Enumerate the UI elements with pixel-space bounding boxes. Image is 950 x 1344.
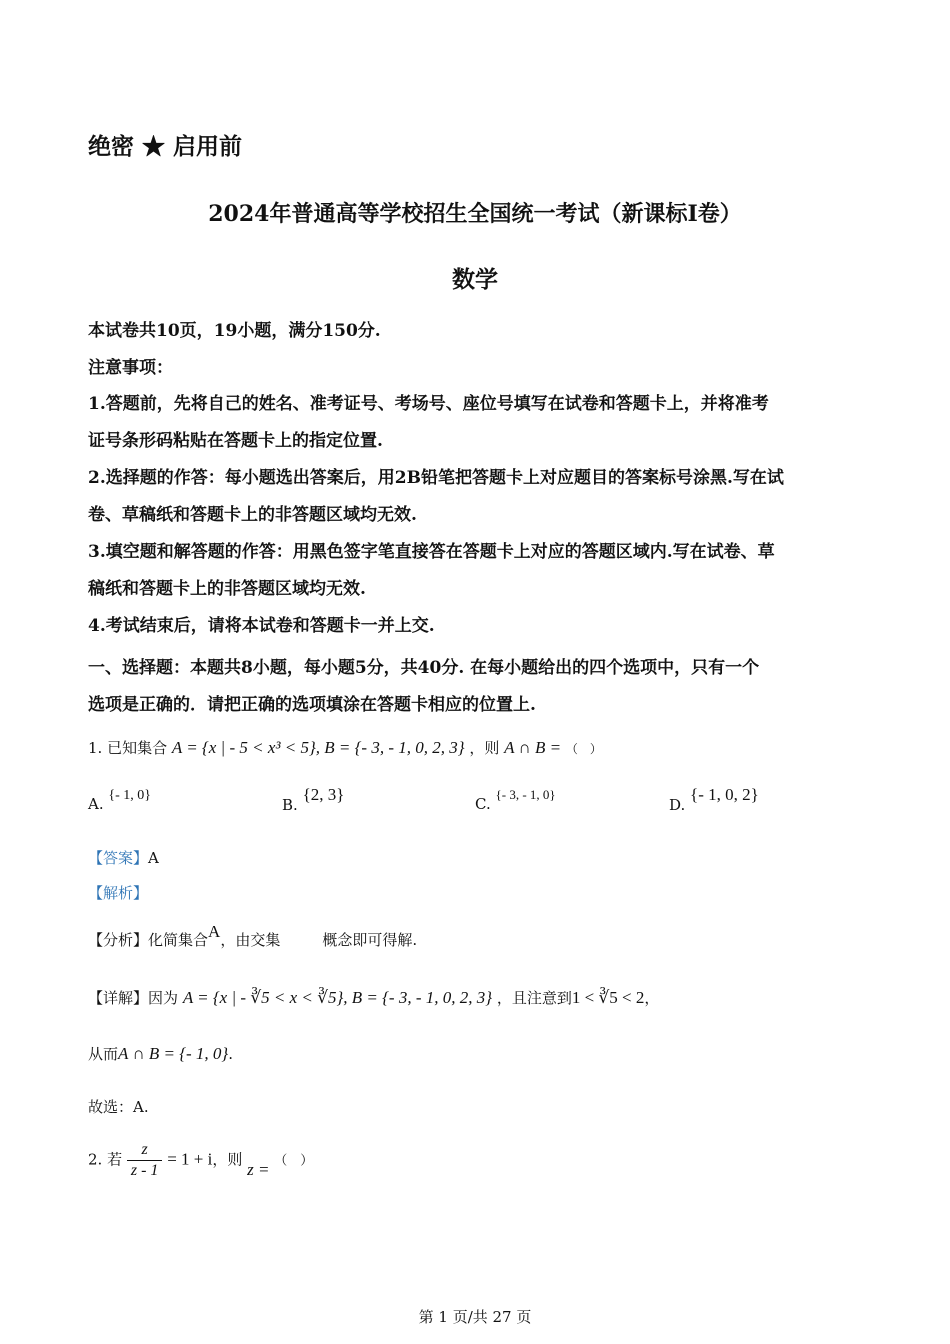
fenxi-tag: 【分析】 xyxy=(88,931,149,949)
q2-frac-num: z xyxy=(127,1140,163,1161)
thus-end: . xyxy=(228,1045,234,1063)
option-label: D. xyxy=(669,796,686,814)
option-value: {- 1, 0, 2} xyxy=(690,785,759,804)
thus-expr: A ∩ B = {- 1, 0} xyxy=(118,1044,229,1063)
option-label: C. xyxy=(475,795,491,813)
thus-text: 从而 xyxy=(88,1045,119,1063)
detail-tag: 【详解】 xyxy=(88,989,149,1007)
notice-title: 注意事项： xyxy=(88,358,173,378)
detail-text-3: ， xyxy=(644,989,660,1007)
option-label: A. xyxy=(88,795,104,813)
detail-text-2: ，且注意到 xyxy=(496,989,572,1007)
q2-fraction xyxy=(127,1140,163,1181)
detail-set-b: , B = {- 3, - 1, 0, 2, 3} xyxy=(343,988,493,1007)
option-b xyxy=(282,785,345,814)
notice-4: 4.考试结束后，请将本试卷和答题卡一并上交. xyxy=(88,616,435,636)
option-c xyxy=(475,785,556,813)
q1-set-b: , B = {- 3, - 1, 0, 2, 3} xyxy=(315,738,465,757)
section-heading-1: 一、选择题：本题共8小题，每小题5分，共40分. 在每小题给出的四个选项中，只有一个 xyxy=(88,658,760,678)
exam-title: 2024年普通高等学校招生全国统一考试（新课标I卷） xyxy=(208,201,742,227)
q1-set-a: A = {x | - 5 < x³ < 5} xyxy=(171,738,316,757)
q2-mid: ，则 xyxy=(212,1150,243,1169)
q2-rhs: = 1 + i xyxy=(167,1149,213,1169)
analysis-tag: 【解析】 xyxy=(88,884,149,902)
notice-3b: 稿纸和答题卡上的非答题区域均无效. xyxy=(88,579,366,599)
notice-1a: 1.答题前，先将自己的姓名、准考证号、考场号、座位号填写在试卷和答题卡上，并将准考 xyxy=(88,394,769,414)
fenxi-text-3: 概念即可得解. xyxy=(322,931,418,949)
section-heading-2: 选项是正确的．请把正确的选项填涂在答题卡相应的位置上. xyxy=(88,695,536,715)
fenxi-set-a: A xyxy=(208,922,221,941)
detail-set-a: A = {x | - ∛5 < x < ∛5} xyxy=(182,988,344,1007)
option-label: B. xyxy=(282,796,298,814)
q1-paren: （ ） xyxy=(565,742,602,756)
detail-text-1: 因为 xyxy=(148,989,179,1007)
q2-paren: （ ） xyxy=(274,1153,314,1169)
option-a xyxy=(88,785,151,813)
option-d xyxy=(669,785,759,814)
choose-line: 故选：A. xyxy=(88,1098,149,1116)
question-2-stem xyxy=(88,1140,313,1181)
option-value: {- 3, - 1, 0} xyxy=(495,787,556,802)
q1-prefix: 1. 已知集合 xyxy=(88,739,168,757)
subject-title: 数学 xyxy=(452,266,498,293)
exam-info: 本试卷共10页，19小题，满分150分. xyxy=(88,321,381,341)
question-1-stem xyxy=(88,737,602,758)
detail-line xyxy=(88,987,659,1008)
answer-value: A xyxy=(148,849,159,867)
thus-line xyxy=(88,1043,233,1064)
detail-inequality: 1 < ∛5 < 2 xyxy=(571,988,645,1007)
fenxi-text-2: ，由交集 xyxy=(220,931,281,949)
q2-frac-den: z - 1 xyxy=(130,1162,159,1179)
notice-2b: 卷、草稿纸和答题卡上的非答题区域均无效. xyxy=(88,505,417,525)
fenxi-text-1: 化简集合 xyxy=(148,931,209,949)
q1-mid: ，则 xyxy=(469,739,500,757)
page-footer: 第 1 页/共 27 页 xyxy=(418,1308,532,1326)
q2-prefix: 2. 若 xyxy=(88,1150,123,1169)
q1-expr: A ∩ B = xyxy=(504,738,562,757)
answer-tag: 【答案】 xyxy=(88,849,149,867)
answer-line xyxy=(88,847,159,868)
q2-expr: z = xyxy=(247,1159,270,1179)
option-value: {- 1, 0} xyxy=(108,788,151,803)
fenxi-line xyxy=(88,922,418,950)
notice-1b: 证号条形码粘贴在答题卡上的指定位置. xyxy=(88,431,383,451)
option-value: {2, 3} xyxy=(302,785,345,804)
notice-3a: 3.填空题和解答题的作答：用黑色签字笔直接答在答题卡上对应的答题区域内.写在试卷、草 xyxy=(88,542,775,562)
notice-2a: 2.选择题的作答：每小题选出答案后，用2B铅笔把答题卡上对应题目的答案标号涂黑.写在试 xyxy=(88,468,784,488)
secret-mark: 绝密 ★ 启用前 xyxy=(88,133,243,160)
